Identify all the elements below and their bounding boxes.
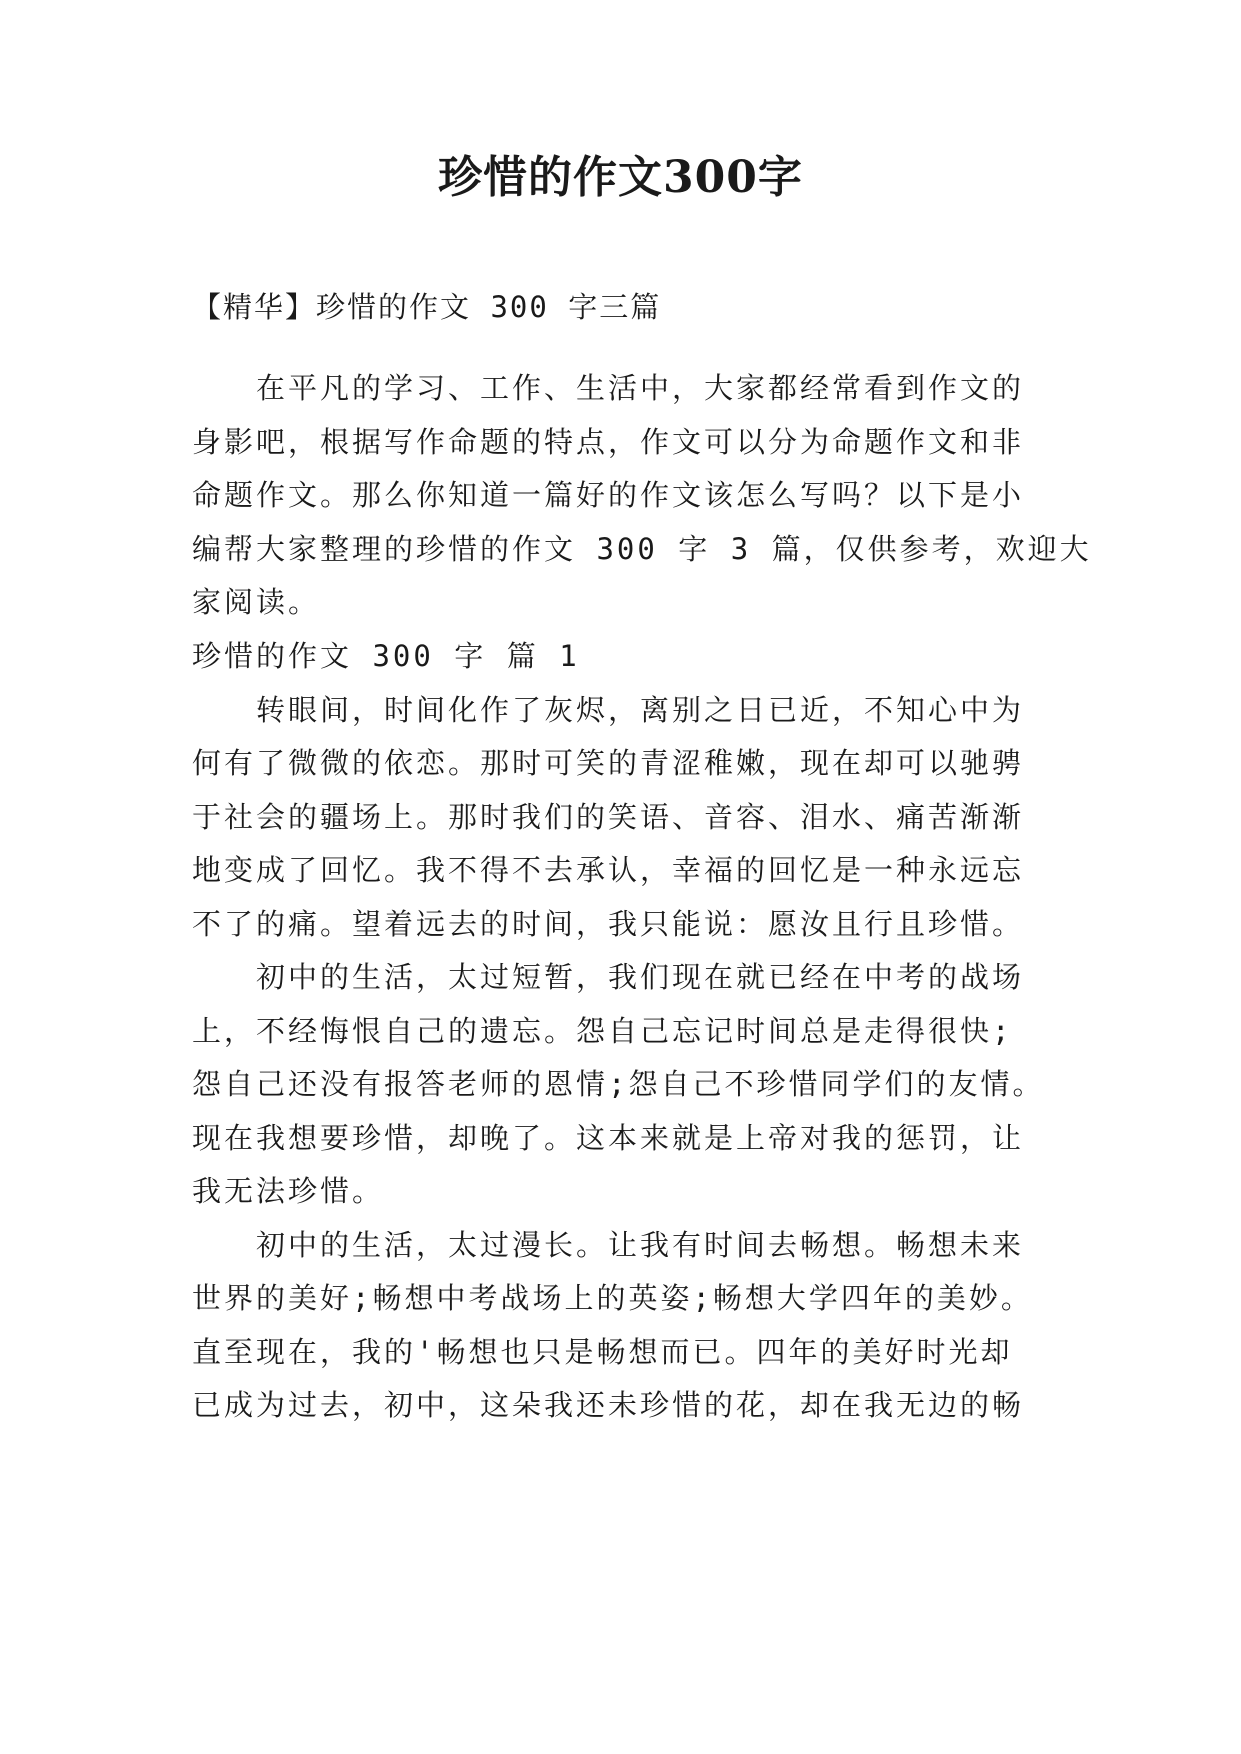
paragraph-line: 上，不经悔恨自己的遗忘。怨自己忘记时间总是走得很快; <box>192 1014 1013 1048</box>
paragraph-line: 已成为过去，初中，这朵我还未珍惜的花，却在我无边的畅 <box>192 1388 1025 1422</box>
paragraph-line: 地变成了回忆。我不得不去承认，幸福的回忆是一种永远忘 <box>192 853 1025 887</box>
paragraph-line: 何有了微微的依恋。那时可笑的青涩稚嫩，现在却可以驰骋 <box>192 746 1025 780</box>
paragraph-line: 直至现在，我的'畅想也只是畅想而已。四年的美好时光却 <box>192 1335 1013 1369</box>
paragraph-line: 现在我想要珍惜，却晚了。这本来就是上帝对我的惩罚，让 <box>192 1121 1025 1155</box>
paragraph-line: 转眼间，时间化作了灰烬，离别之日已近，不知心中为 <box>256 693 1025 727</box>
document-subtitle: 【精华】珍惜的作文 300 字三篇 <box>192 290 662 324</box>
paragraph-line: 在平凡的学习、工作、生活中，大家都经常看到作文的 <box>256 371 1025 405</box>
paragraph-line: 世界的美好;畅想中考战场上的英姿;畅想大学四年的美妙。 <box>192 1281 1033 1315</box>
paragraph-line: 怨自己还没有报答老师的恩情;怨自己不珍惜同学们的友情。 <box>192 1067 1045 1101</box>
paragraph-line: 编帮大家整理的珍惜的作文 300 字 3 篇，仅供参考，欢迎大 <box>192 532 1092 566</box>
document-title: 珍惜的作文300字 <box>438 152 803 203</box>
paragraph-line: 我无法珍惜。 <box>192 1174 385 1208</box>
paragraph-line: 初中的生活，太过短暂，我们现在就已经在中考的战场 <box>256 960 1025 994</box>
paragraph-line: 身影吧，根据写作命题的特点，作文可以分为命题作文和非 <box>192 425 1025 459</box>
paragraph-line: 家阅读。 <box>192 585 321 619</box>
paragraph-line: 初中的生活，太过漫长。让我有时间去畅想。畅想未来 <box>256 1228 1025 1262</box>
paragraph-line: 命题作文。那么你知道一篇好的作文该怎么写吗？以下是小 <box>192 478 1025 512</box>
paragraph-line: 不了的痛。望着远去的时间，我只能说：愿汝且行且珍惜。 <box>192 907 1025 941</box>
paragraph-line: 于社会的疆场上。那时我们的笑语、音容、泪水、痛苦渐渐 <box>192 800 1025 834</box>
section-heading: 珍惜的作文 300 字 篇 1 <box>192 639 580 673</box>
